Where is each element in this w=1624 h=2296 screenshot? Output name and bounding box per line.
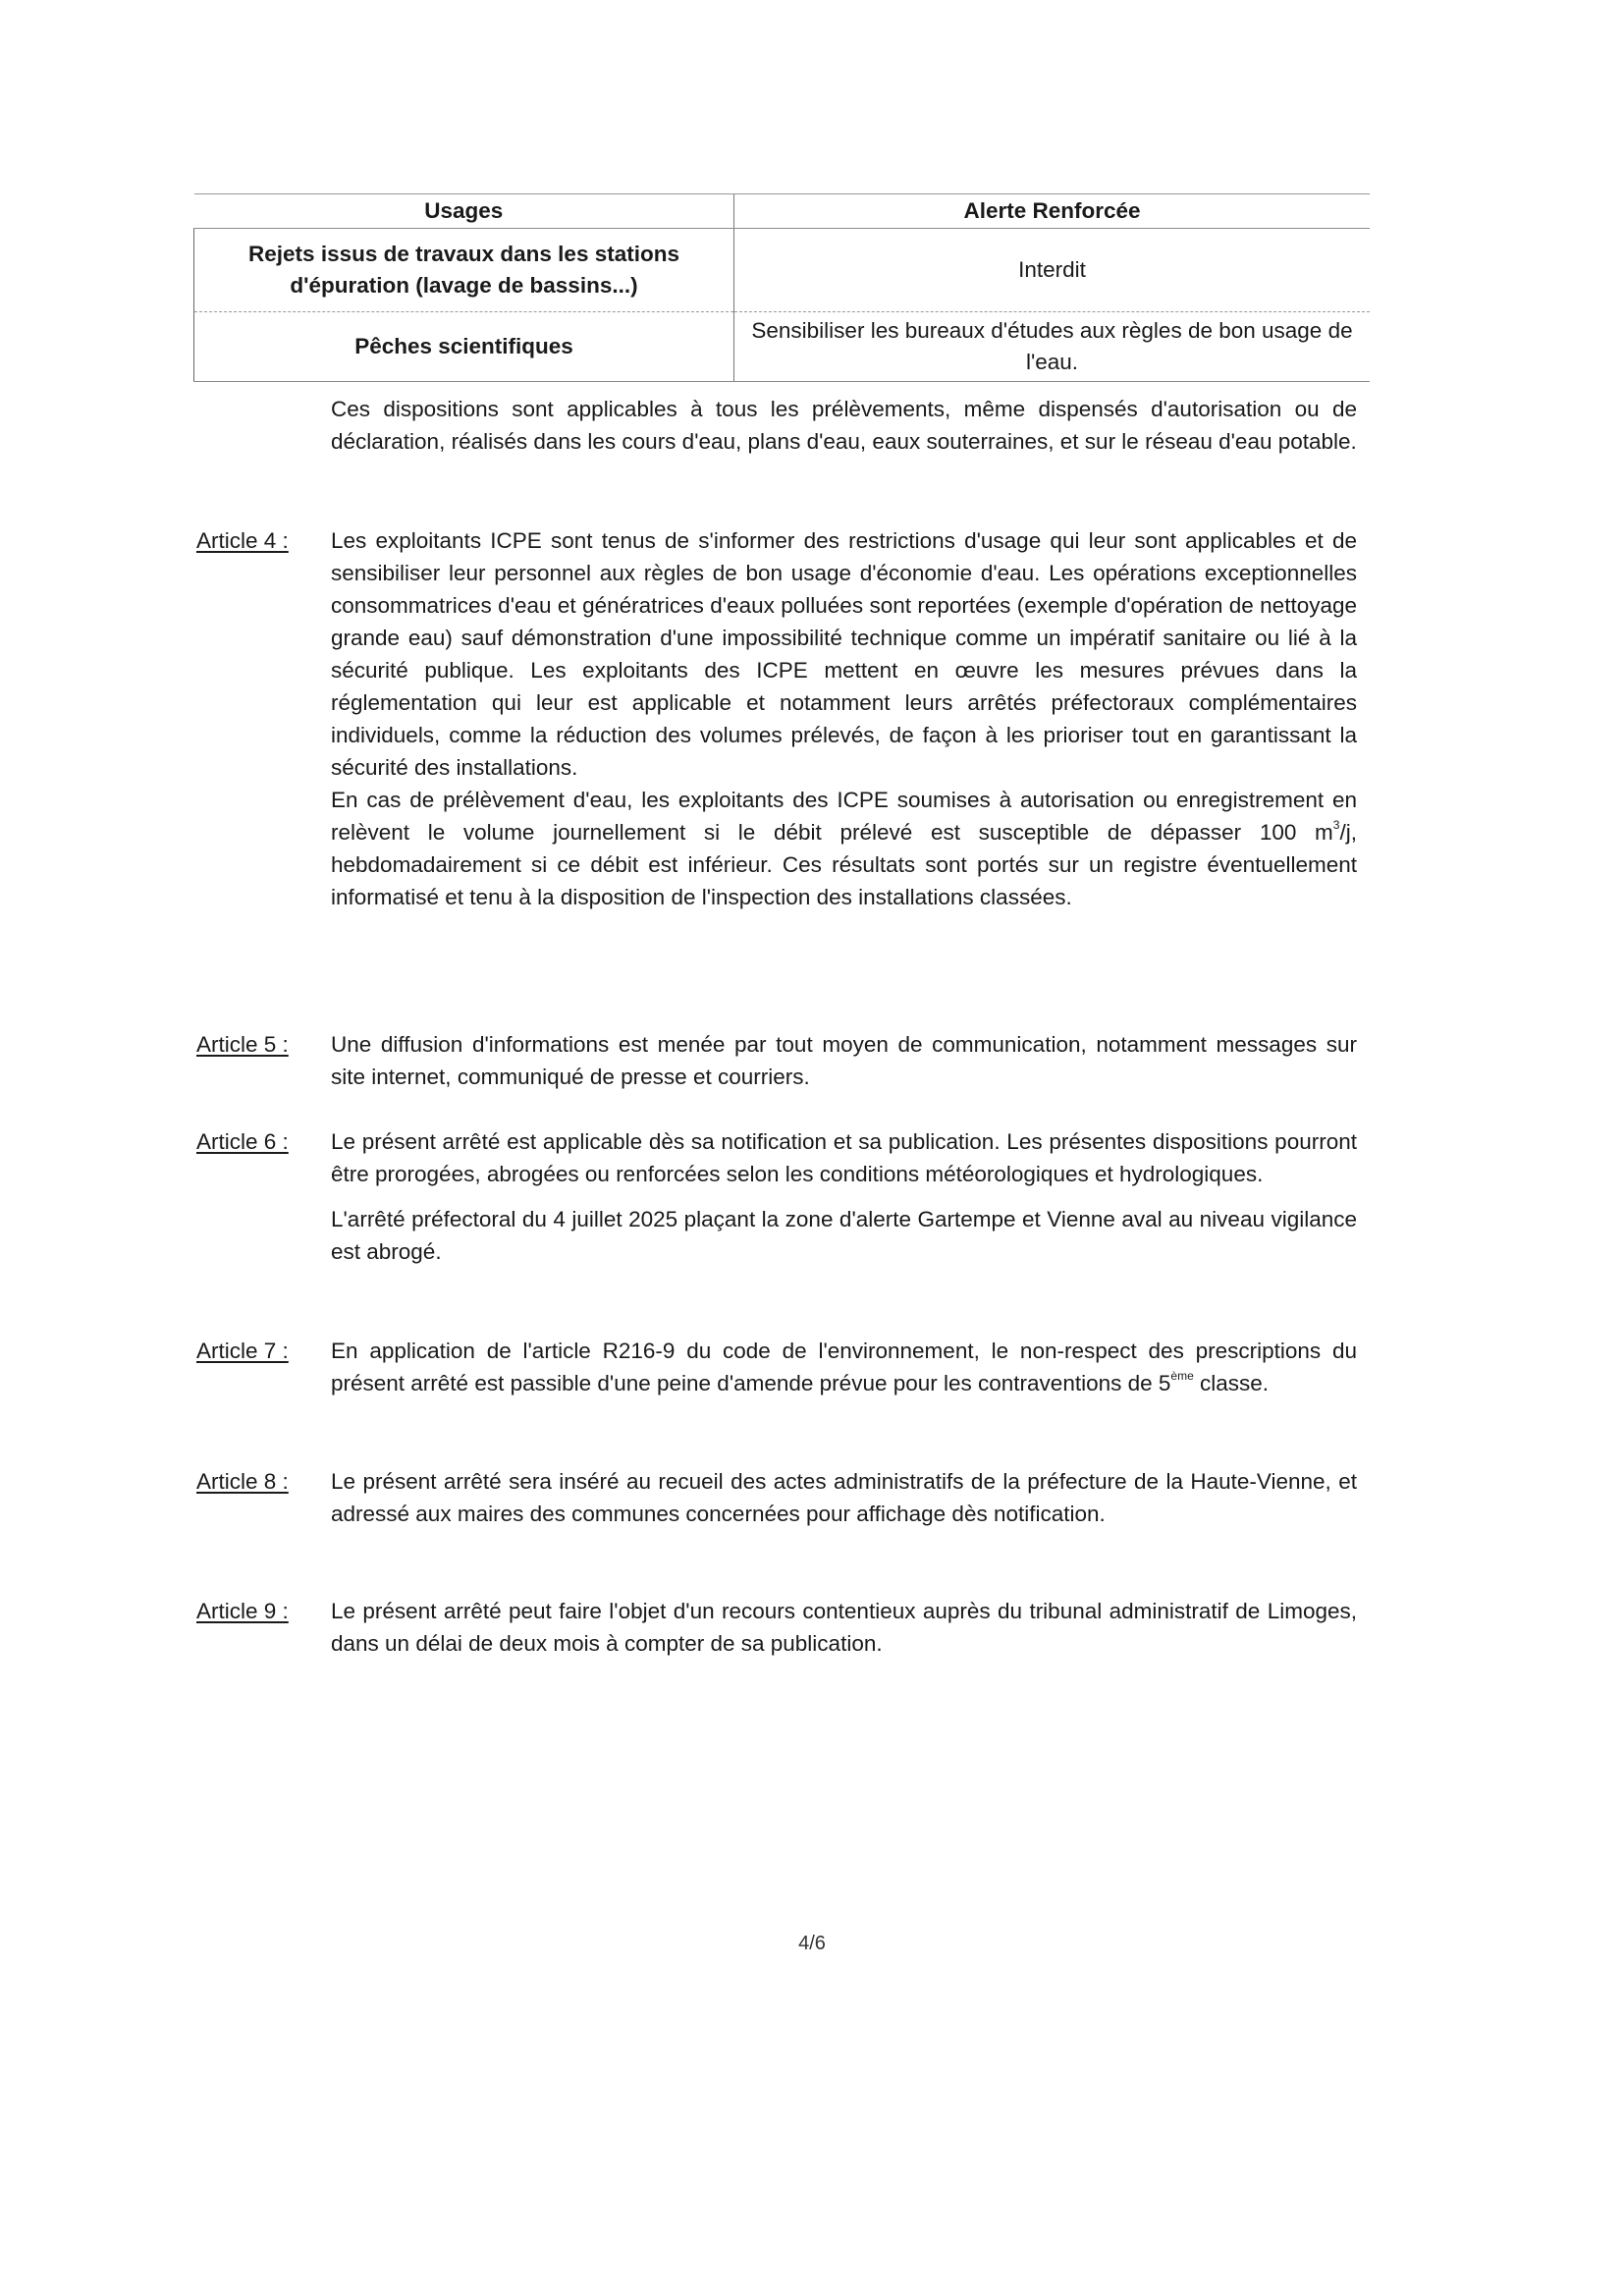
table-cell-measure: Sensibiliser les bureaux d'études aux règles de bon usage de l'eau. <box>734 312 1371 382</box>
article-7-label: Article 7 : <box>196 1339 289 1363</box>
article-7-paragraph-1 <box>331 1335 1357 1399</box>
article-7-body <box>331 1335 1357 1399</box>
article-4-text-part: /j, hebdomadairement si ce débit est inférieur. Ces résultats sont portés sur un registre éventuellement informatisé et tenu à la disposition de l'inspection des installations classées. <box>331 820 1357 909</box>
article-4-body <box>331 524 1357 913</box>
article-6-label: Article 6 : <box>196 1129 289 1154</box>
table-cell-usage: Pêches scientifiques <box>194 312 734 382</box>
article-7-text-part: classe. <box>1193 1371 1270 1395</box>
table-header-row <box>194 194 1371 229</box>
article-8-label: Article 8 : <box>196 1469 289 1494</box>
article-9-label: Article 9 : <box>196 1599 289 1623</box>
article-4-paragraph-2 <box>331 784 1357 913</box>
table-cell-usage: Rejets issus de travaux dans les stations d'épuration (lavage de bassins...) <box>194 229 734 312</box>
article-6-body <box>331 1125 1357 1268</box>
column-header-usages: Usages <box>194 194 734 229</box>
article-4-paragraph-1: Les exploitants ICPE sont tenus de s'informer des restrictions d'usage qui leur sont applicables et de sensibiliser leur personnel aux règles de bon usage d'économie d'eau. Les opérations exceptionnelles consommatrices d'eau et génératrices d'eaux polluées sont reportées (exemple d'opération de nettoyage grande eau) sauf démonstration d'une impossibilité technique comme un impératif sanitaire ou lié à la sécurité publique. Les exploitants des ICPE mettent en œuvre les mesures prévues dans la réglementation qui leur est applicable et notamment leurs arrêtés préfectoraux complémentaires individuels, comme la réduction des volumes prélevés, de façon à les prioriser tout en garantissant la sécurité des installations. <box>331 528 1357 780</box>
article-5-body <box>331 1028 1357 1093</box>
superscript-eme: ème <box>1170 1369 1194 1383</box>
table-row <box>194 312 1371 382</box>
article-6-paragraph-1: Le présent arrêté est applicable dès sa notification et sa publication. Les présentes dispositions pourront être prorogées, abrogées ou renforcées selon les conditions météorologiques et hydrologiques. <box>331 1129 1357 1186</box>
table-row <box>194 229 1371 312</box>
column-header-alerte-renforcee: Alerte Renforcée <box>734 194 1371 229</box>
article-8-body <box>331 1465 1357 1530</box>
article-9-paragraph-1: Le présent arrêté peut faire l'objet d'un recours contentieux auprès du tribunal administratif de Limoges, dans un délai de deux mois à compter de sa publication. <box>331 1599 1357 1656</box>
article-4-label: Article 4 : <box>196 528 289 553</box>
page-number: 4/6 <box>798 1933 826 1954</box>
article-7-text-part: En application de l'article R216-9 du code de l'environnement, le non-respect des prescriptions du présent arrêté est passible d'une peine d'amende prévue pour les contraventions de 5 <box>331 1339 1357 1395</box>
usage-restrictions-table <box>193 193 1370 382</box>
article-4-text-part: En cas de prélèvement d'eau, les exploitants des ICPE soumises à autorisation ou enregistrement en relèvent le volume journellement si le débit prélevé est susceptible de dépasser 100 m <box>331 788 1357 845</box>
article-5-label: Article 5 : <box>196 1032 289 1057</box>
article-9-body <box>331 1595 1357 1660</box>
table-cell-measure: Interdit <box>734 229 1371 312</box>
superscript-3: 3 <box>1332 818 1340 832</box>
article-6-paragraph-2: L'arrêté préfectoral du 4 juillet 2025 plaçant la zone d'alerte Gartempe et Vienne aval au niveau vigilance est abrogé. <box>331 1207 1357 1264</box>
article-8-paragraph-1: Le présent arrêté sera inséré au recueil des actes administratifs de la préfecture de la Haute-Vienne, et adressé aux maires des communes concernées pour affichage dès notification. <box>331 1469 1357 1526</box>
intro-paragraph: Ces dispositions sont applicables à tous les prélèvements, même dispensés d'autorisation ou de déclaration, réalisés dans les cours d'eau, plans d'eau, eaux souterraines, et sur le réseau d'eau potable. <box>331 397 1357 454</box>
article-5-paragraph-1: Une diffusion d'informations est menée par tout moyen de communication, notamment messages sur site internet, communiqué de presse et courriers. <box>331 1032 1357 1089</box>
